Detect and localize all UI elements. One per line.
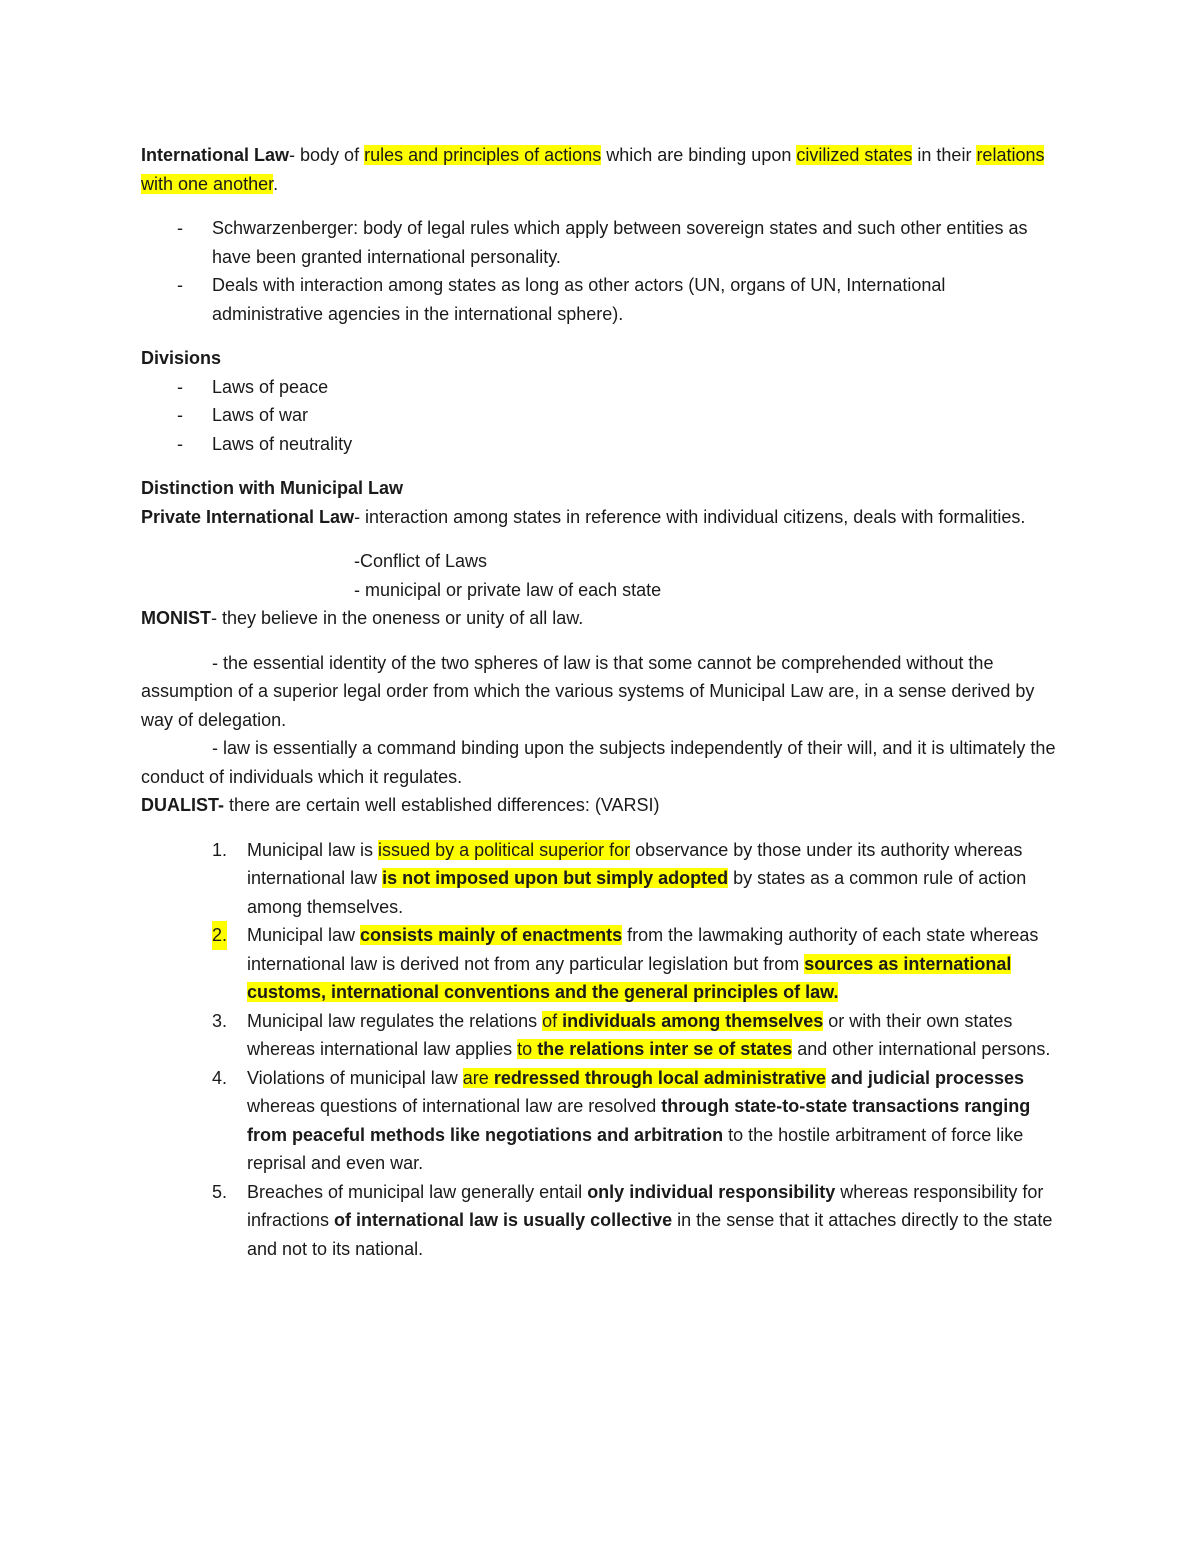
text-run: whereas responsibility for infractions <box>247 1181 1044 1230</box>
text-run: in their <box>912 145 977 165</box>
text-run: Breaches of municipal law generally entail <box>247 1181 588 1202</box>
bold-run: only individual responsibility <box>587 1181 836 1202</box>
number-marker: 2. <box>212 921 227 950</box>
highlight-run: are <box>462 1067 494 1088</box>
number-marker: 4. <box>212 1067 228 1088</box>
dash-marker: - <box>177 218 183 238</box>
monist-paragraph: - law is essentially a command binding upon the subjects independently of their will, and it is ultimately the conduct of individuals which it regulates. <box>141 738 1056 787</box>
text-run: or with their own states whereas international law applies <box>247 1010 1013 1059</box>
text-run: in the sense that it attaches directly to the state and not to its national. <box>247 1210 1053 1259</box>
private-law-definition <box>141 503 1061 532</box>
list-item <box>176 921 1061 1007</box>
bold-run: of international law is usually collective <box>334 1210 673 1230</box>
term-private-law: Private International Law <box>141 506 355 527</box>
text-run: Municipal law is <box>247 839 379 860</box>
distinction-heading: Distinction with Municipal Law <box>141 478 404 498</box>
list-item <box>141 430 1061 459</box>
text-run: whereas questions of international law are resolved <box>247 1096 662 1116</box>
dash-marker: - <box>177 376 183 397</box>
text-run: there are certain well established differences: (VARSI) <box>224 795 660 815</box>
list-item <box>176 1064 1061 1178</box>
highlight-run: the relations inter se of states <box>537 1039 793 1059</box>
monist-definition <box>141 604 1061 633</box>
list-item-text: Deals with interaction among states as long as other actors (UN, organs of UN, International administrative agencies in the international sphere). <box>212 275 946 324</box>
dash-marker: - <box>177 275 183 295</box>
list-item <box>176 1178 1061 1264</box>
private-law-line: - municipal or private law of each state <box>354 579 662 600</box>
text-run: Municipal law <box>247 925 361 945</box>
text-run: - body of <box>289 145 365 165</box>
text-run: - they believe in the oneness or unity of all law. <box>211 608 584 628</box>
text-run: which are binding upon <box>601 145 797 165</box>
text-run: and other international persons. <box>792 1039 1051 1059</box>
dualist-definition <box>141 791 1061 820</box>
number-marker: 3. <box>212 1010 228 1031</box>
divisions-list <box>141 373 1061 459</box>
bold-run: through state-to-state transactions ranging from peaceful methods like negotiations and arbitration <box>247 1096 1031 1145</box>
list-item <box>141 373 1061 402</box>
term-international-law: International Law <box>141 145 290 165</box>
intl-law-bullets <box>141 214 1061 328</box>
list-item <box>141 271 1061 328</box>
number-marker: 5. <box>212 1181 228 1202</box>
intl-law-definition <box>141 141 1061 198</box>
text-run: from the lawmaking authority of each state whereas international law is derived not from any particular legislation but from <box>247 925 1039 974</box>
text-run: observance by those under its authority whereas international law <box>247 839 1023 888</box>
highlight-run: civilized states <box>796 145 913 165</box>
text-run: Municipal law regulates the relations <box>247 1010 543 1031</box>
highlight-run: individuals among themselves <box>562 1010 824 1031</box>
dualist-differences-list <box>176 836 1061 1264</box>
monist-paragraph: - the essential identity of the two spheres of law is that some cannot be comprehended without the assumption of a superior legal order from which the various systems of Municipal Law are, in a sense derived by way of delegation. <box>141 652 1035 730</box>
dash-marker: - <box>177 405 183 425</box>
text-run: to the hostile arbitrament of force like reprisal and even war. <box>247 1124 1024 1173</box>
private-law-line: -Conflict of Laws <box>354 551 488 571</box>
text-run: . <box>273 173 279 194</box>
list-item <box>141 214 1061 271</box>
term-dualist: DUALIST- <box>141 795 224 815</box>
document-body <box>141 141 1061 1279</box>
highlight-run: is not imposed upon but simply adopted <box>382 868 729 888</box>
highlight-run: consists mainly of enactments <box>360 925 623 945</box>
list-item <box>141 401 1061 430</box>
highlight-run: redressed through local administrative <box>493 1067 826 1088</box>
highlight-run: rules and principles of actions <box>364 145 602 165</box>
list-item <box>176 836 1061 922</box>
list-item-text: Laws of neutrality <box>212 433 353 454</box>
highlight-run: relations with one another <box>141 145 1045 194</box>
highlight-run: of <box>542 1010 563 1031</box>
list-item-text: Laws of war <box>212 405 309 425</box>
list-item-text: Schwarzenberger: body of legal rules which apply between sovereign states and such other entities as have been granted international personality. <box>212 218 1028 267</box>
list-item-text: Laws of peace <box>212 376 329 397</box>
highlight-run: issued by a political superior for <box>378 839 631 860</box>
dash-marker: - <box>177 433 183 454</box>
bold-run: and judicial processes <box>825 1067 1025 1088</box>
highlight-run: sources as international customs, international conventions and the general principles of law. <box>247 953 1012 1002</box>
text-run: - interaction among states in reference with individual citizens, deals with formalities. <box>354 506 1026 527</box>
number-marker: 1. <box>212 839 228 860</box>
text-run: by states as a common rule of action among themselves. <box>247 868 1027 917</box>
divisions-heading: Divisions <box>141 348 222 368</box>
highlight-run: to <box>517 1039 538 1059</box>
list-item <box>176 1007 1061 1064</box>
term-monist: MONIST <box>141 608 211 628</box>
text-run: Violations of municipal law <box>247 1067 463 1088</box>
